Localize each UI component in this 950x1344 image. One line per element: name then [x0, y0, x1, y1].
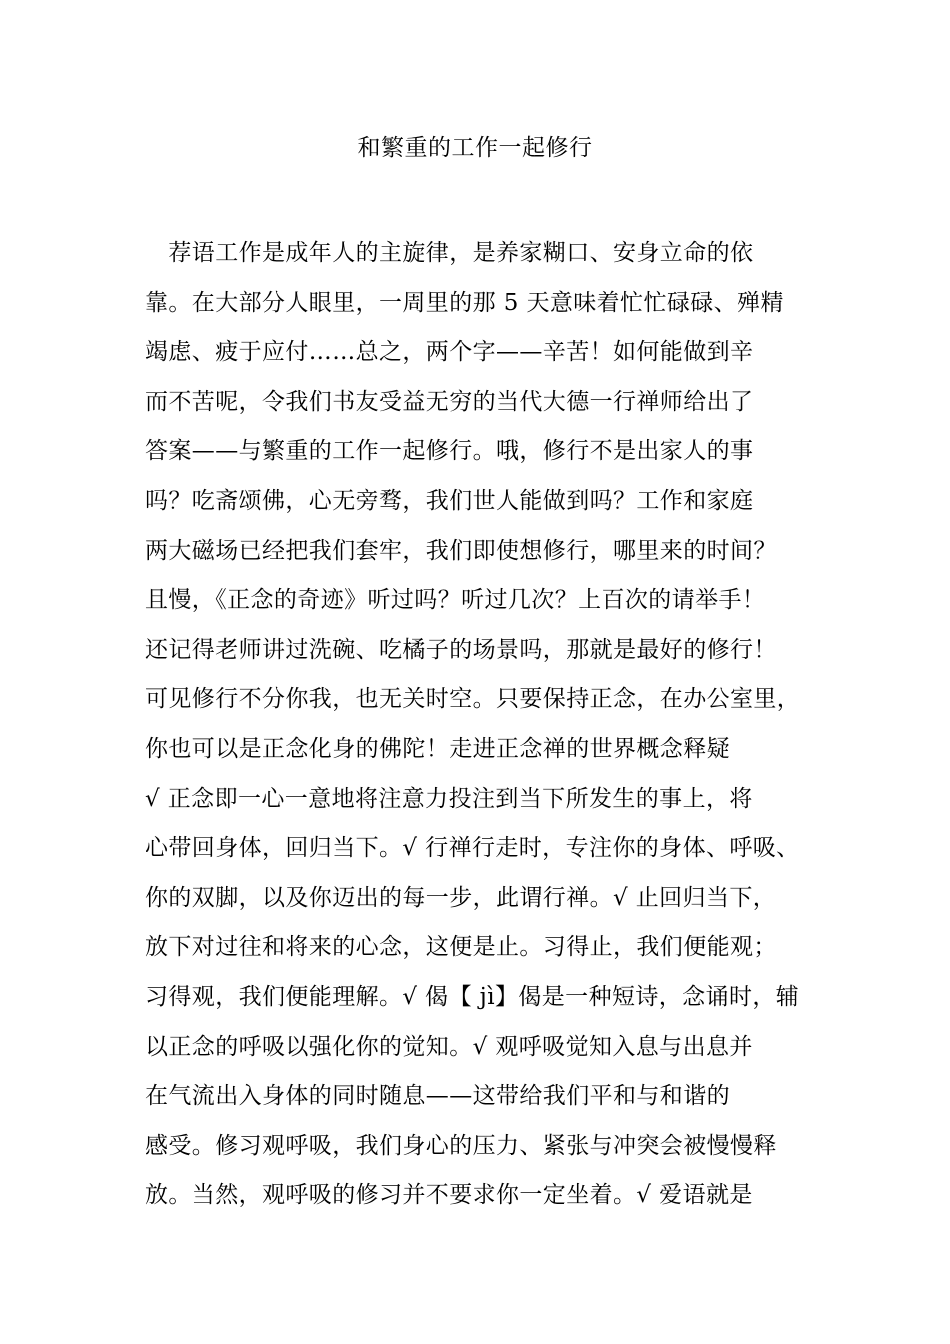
- body-line: 你的双脚，以及你迈出的每一步，此谓行禅。√ 止回归当下，: [145, 884, 777, 911]
- body-line: 荐语工作是成年人的主旋律，是养家糊口、安身立命的依: [145, 240, 754, 266]
- body-line: 放下对过往和将来的心念，这便是止。习得止，我们便能观；: [145, 934, 777, 961]
- body-line: 吗？吃斋颂佛，心无旁骛，我们世人能做到吗？工作和家庭: [145, 487, 754, 514]
- body-line: 且慢，《正念的奇迹》听过吗？听过几次？上百次的请举手！: [145, 587, 766, 614]
- body-line: 竭虑、疲于应付……总之，两个字——辛苦！如何能做到辛: [145, 339, 754, 366]
- document-title: 和繁重的工作一起修行: [357, 135, 593, 161]
- body-line: 以正念的呼吸以强化你的觉知。√ 观呼吸觉知入息与出息并: [145, 1033, 753, 1060]
- document-body: [145, 229, 845, 1221]
- body-line: 可见修行不分你我，也无关时空。只要保持正念，在办公室里，: [145, 686, 801, 713]
- body-line: 在气流出入身体的同时随息——这带给我们平和与和谐的: [145, 1083, 730, 1110]
- body-line: 答案——与繁重的工作一起修行。哦，修行不是出家人的事: [145, 438, 754, 465]
- body-line: 还记得老师讲过洗碗、吃橘子的场景吗，那就是最好的修行！: [145, 636, 777, 663]
- body-line: 而不苦呢，令我们书友受益无穷的当代大德一行禅师给出了: [145, 388, 754, 415]
- body-line: 靠。在大部分人眼里，一周里的那 5 天意味着忙忙碌碌、殚精: [145, 289, 784, 316]
- body-line: 放。当然，观呼吸的修习并不要求你一定坐着。√ 爱语就是: [145, 1182, 753, 1209]
- body-line: 你也可以是正念化身的佛陀！走进正念禅的世界概念释疑: [145, 735, 730, 762]
- body-line: 习得观，我们便能理解。√ 偈【 jì】偈是一种短诗，念诵时，辅: [145, 983, 800, 1010]
- body-line: 两大磁场已经把我们套牢，我们即使想修行，哪里来的时间？: [145, 537, 777, 564]
- body-line: 感受。修习观呼吸，我们身心的压力、紧张与冲突会被慢慢释: [145, 1132, 777, 1159]
- body-line: √ 正念即一心一意地将注意力投注到当下所发生的事上，将: [145, 785, 753, 812]
- body-line: 心带回身体，回归当下。√ 行禅行走时，专注你的身体、呼吸、: [145, 835, 800, 862]
